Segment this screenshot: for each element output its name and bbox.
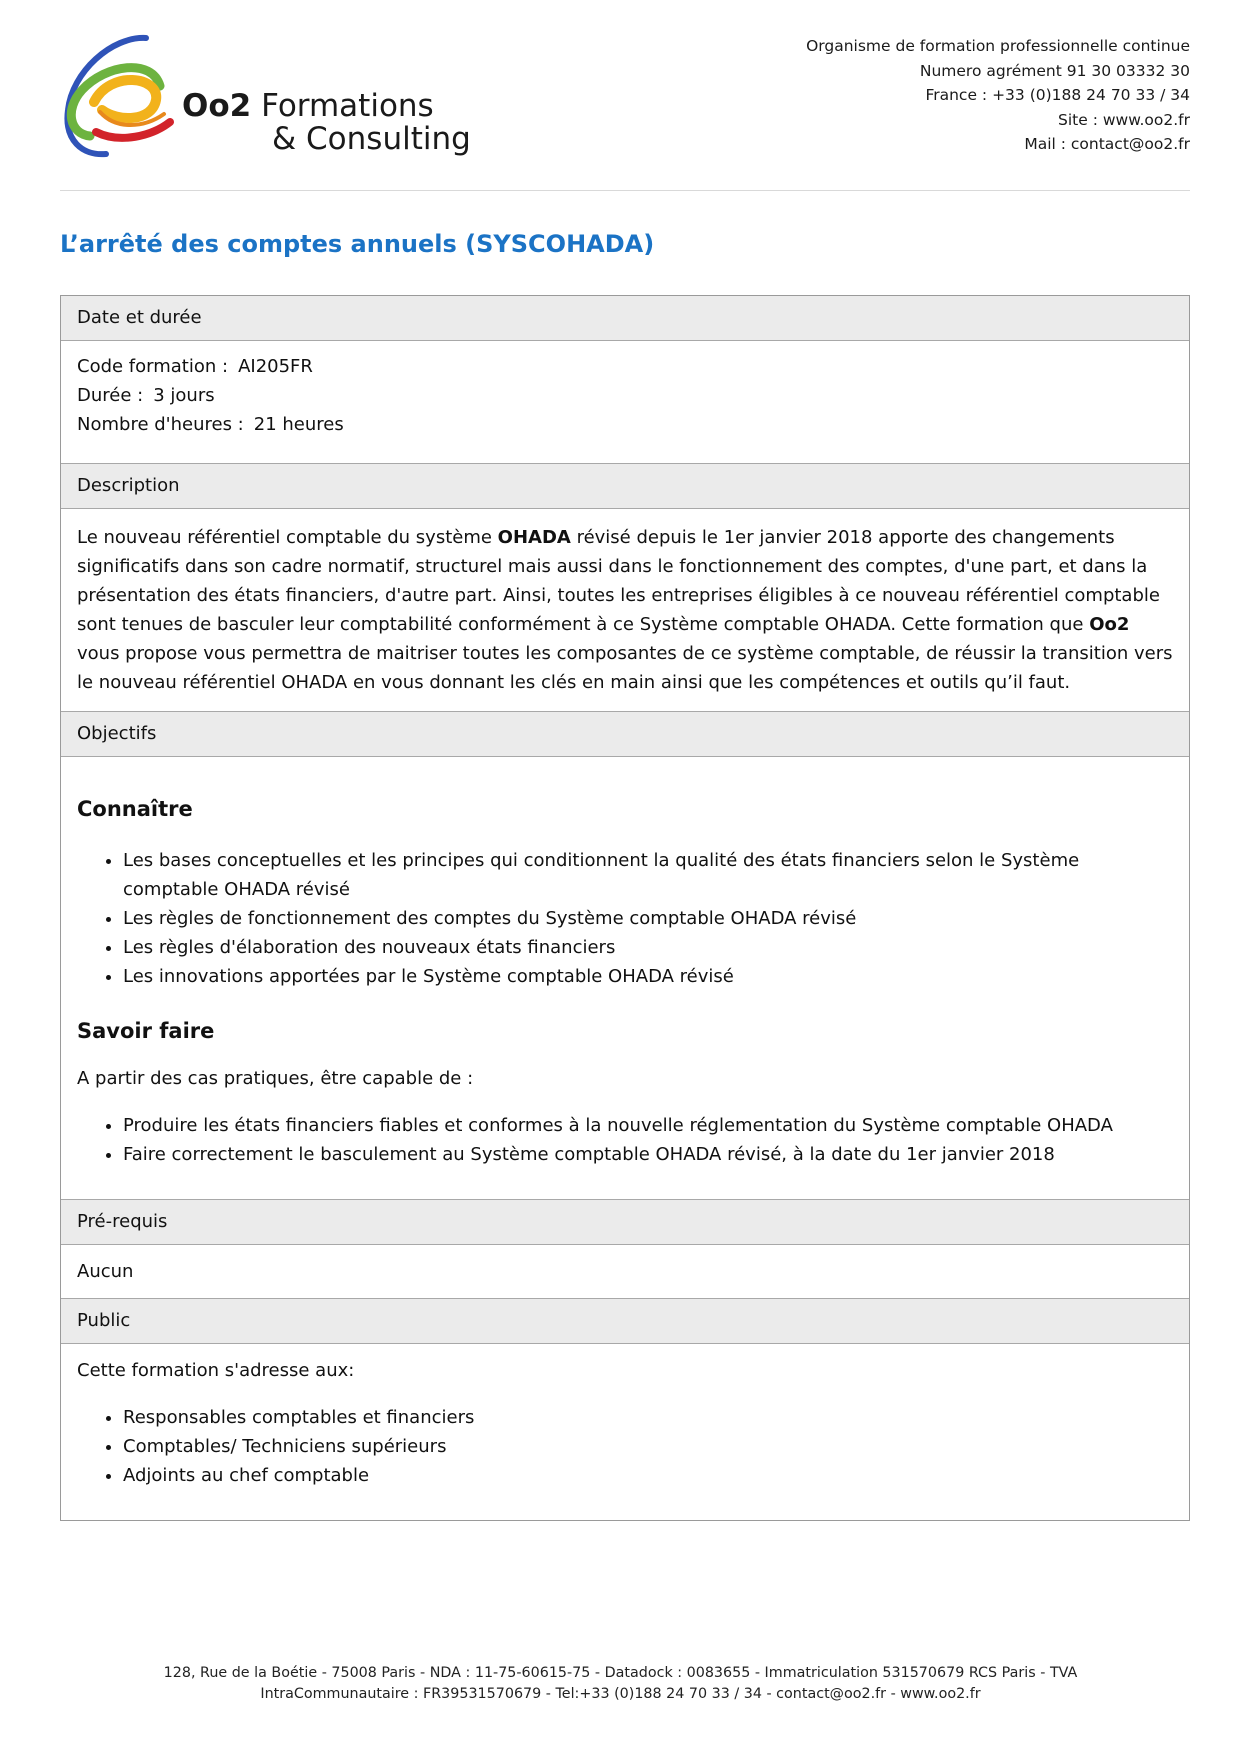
list-item: • Responsables comptables et financiers: [123, 1403, 1173, 1432]
section-body-prerequis: [61, 1245, 1189, 1298]
organisation-info: [806, 34, 1190, 157]
public-intro: Cette formation s'adresse aux:: [77, 1360, 355, 1381]
section-header-date: Date et durée: [61, 296, 1189, 341]
list-item: • Produire les états financiers fiables et conformes à la nouvelle réglementation du Système comptable OHADA: [123, 1111, 1173, 1140]
description-bold: OHADA: [497, 527, 571, 548]
description-bold: Oo2: [1089, 614, 1130, 635]
duree-row: [77, 381, 1173, 410]
swirl-logo-icon: [60, 30, 200, 165]
org-info-line: Organisme de formation professionnelle continue: [806, 37, 1190, 55]
section-header-objectifs: Objectifs: [61, 711, 1189, 757]
org-info-line: Mail : contact@oo2.fr: [1024, 135, 1190, 153]
code-formation-row: [77, 352, 1173, 381]
description-text: Le nouveau référentiel comptable du système: [77, 527, 498, 548]
org-info-line: Numero agrément 91 30 03332 30: [919, 61, 1190, 80]
page-footer: [0, 1663, 1241, 1705]
header-divider: [60, 190, 1190, 191]
page-header: [60, 30, 1190, 160]
objectifs-intro: A partir des cas pratiques, être capable de :: [77, 1068, 474, 1089]
duree-value: 3 jours: [153, 385, 215, 406]
prerequis-text: Aucun: [77, 1261, 134, 1282]
section-body-description: [61, 509, 1189, 711]
footer-line: 128, Rue de la Boétie - 75008 Paris - NDA : 11-75-60615-75 - Datadock : 0083655 - Immatriculation 531570679 RCS Paris - TVA: [163, 1665, 1078, 1681]
list-item: • Adjoints au chef comptable: [123, 1461, 1173, 1490]
logo-wordmark: [182, 90, 471, 156]
section-header-description: Description: [61, 463, 1189, 509]
list-item: • Les règles de fonctionnement des comptes du Système comptable OHADA révisé: [123, 904, 1173, 933]
logo-name-rest: Formations: [261, 88, 434, 124]
list-item: • Les innovations apportées par le Système comptable OHADA révisé: [123, 962, 1173, 991]
objectifs-list-connaitre: [77, 846, 1173, 991]
objectifs-list-savoir-faire: [77, 1111, 1173, 1169]
org-info-line: Site : www.oo2.fr: [1058, 110, 1190, 129]
nombre-heures-value: 21 heures: [253, 414, 344, 435]
description-paragraph: [77, 523, 1173, 697]
section-body-objectifs: [61, 757, 1189, 1199]
logo-name-bold: Oo2: [182, 88, 252, 124]
company-logo: [60, 30, 480, 165]
section-header-prerequis: Pré-requis: [61, 1199, 1189, 1245]
list-item: • Comptables/ Techniciens supérieurs: [123, 1432, 1173, 1461]
public-list: [77, 1403, 1173, 1490]
description-text: vous propose vous permettra de maitriser toutes les composantes de ce système comptable, de réussir la transition vers le nouveau référentiel OHADA en vous donnant les clés en main ainsi que les compétences et outils qu’il faut.: [77, 643, 1173, 693]
nombre-heures-label: Nombre d'heures :: [77, 414, 244, 435]
section-body-public: [61, 1344, 1189, 1520]
list-item: • Les bases conceptuelles et les principes qui conditionnent la qualité des états financiers selon le Système comptable OHADA révisé: [123, 846, 1173, 904]
logo-name-line2: & Consulting: [272, 121, 471, 157]
objectifs-heading-connaitre: Connaître: [77, 797, 193, 821]
section-body-date: [61, 341, 1189, 463]
footer-line: IntraCommunautaire : FR39531570679 - Tel:+33 (0)188 24 70 33 / 34 - contact@oo2.fr - www.oo2.fr: [260, 1686, 981, 1702]
objectifs-heading-savoir-faire: Savoir faire: [77, 1019, 215, 1043]
duree-label: Durée :: [77, 385, 144, 406]
course-details-box: [60, 295, 1190, 1521]
description-text: révisé depuis le 1er janvier 2018 apporte des changements significatifs dans son cadre normatif, structurel mais aussi dans le fonctionnement des comptes, d'une part, et dans la présentation des états financiers, d'autre part. Ainsi, toutes les entreprises éligibles à ce nouveau référentiel comptable sont tenues de basculer leur comptabilité conformément à ce Système comptable OHADA. Cette formation que: [77, 527, 1160, 635]
nombre-heures-row: [77, 410, 1173, 439]
page-title: L’arrêté des comptes annuels (SYSCOHADA): [60, 230, 655, 258]
list-item: • Les règles d'élaboration des nouveaux états financiers: [123, 933, 1173, 962]
org-info-line: France : +33 (0)188 24 70 33 / 34: [925, 86, 1190, 104]
code-formation-value: AI205FR: [238, 356, 313, 377]
list-item: • Faire correctement le basculement au Système comptable OHADA révisé, à la date du 1er janvier 2018: [123, 1140, 1173, 1169]
section-header-public: Public: [61, 1298, 1189, 1344]
code-formation-label: Code formation :: [77, 356, 229, 377]
